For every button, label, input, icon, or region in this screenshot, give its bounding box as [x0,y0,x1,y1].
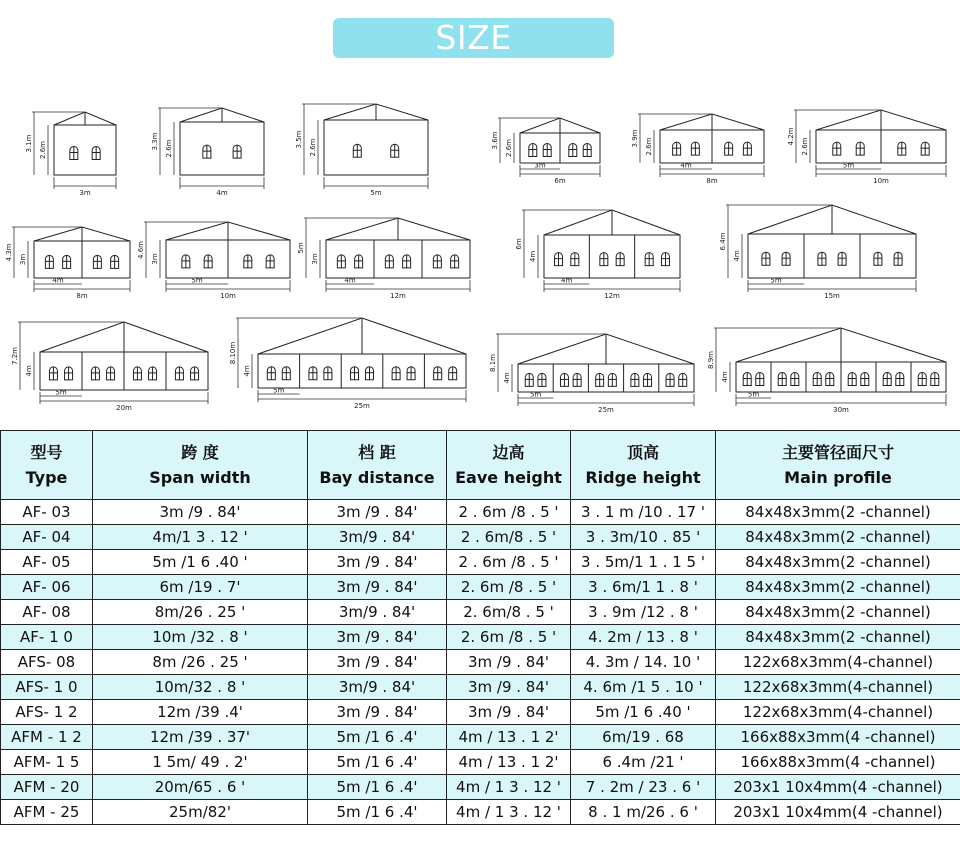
bay-label: 4m [52,276,64,285]
eave-label: 2.6m [39,141,47,159]
ridge-label: 8.9m [707,351,715,369]
table-cell: 2. 6m /8 . 5 ' [447,575,571,600]
table-cell: 3 . 9m /12 . 8 ' [571,600,716,625]
table-cell: 7 . 2m / 23 . 6 ' [571,775,716,800]
ridge-label: 7.2m [11,347,19,365]
table-cell: 3m/9 . 84' [308,675,447,700]
table-cell: AFM- 1 5 [1,750,93,775]
span-label: 10m [220,292,236,300]
table-cell: 2. 6m /8 . 5 ' [447,625,571,650]
header-span: 跨 度 Span width [93,431,308,500]
table-cell: 3m /9 . 84' [308,650,447,675]
table-cell: 25m/82' [93,800,308,825]
table-cell: 2 . 6m/8 . 5 ' [447,525,571,550]
table-cell: 4m / 1 3 . 12 ' [447,800,571,825]
table-cell: 3m /9 . 84' [308,500,447,525]
page-title: SIZE REFERENCE [333,18,614,58]
eave-label: 2.6m [645,137,653,156]
eave-label: 4m [25,365,33,377]
table-row [1,775,960,800]
table-cell: 84x48x3mm(2 -channel) [716,550,960,575]
bay-label: 4m [344,276,356,285]
span-label: 20m [116,404,132,412]
span-label: 10m [873,177,889,185]
table-cell: 4m/1 3 . 12 ' [93,525,308,550]
table-cell: 4m / 1 3 . 12 ' [447,775,571,800]
table-cell: 5m /1 6 .4' [308,775,447,800]
table-cell: 122x68x3mm(4-channel) [716,675,960,700]
table-cell: AF- 1 0 [1,625,93,650]
table-cell: 84x48x3mm(2 -channel) [716,525,960,550]
table-row [1,800,960,825]
table-row [1,725,960,750]
bay-label: 5m [770,276,782,285]
header-eave: 边高 Eave height [447,431,571,500]
table-cell: 2 . 6m /8 . 5 ' [447,550,571,575]
table-row [1,525,960,550]
table-cell: 5m /1 6 .4' [308,750,447,775]
ridge-label: 3.6m [491,131,499,150]
header-profile: 主要管径面尺寸 Main profile [716,431,960,500]
table-cell: 8 . 1 m/26 . 6 ' [571,800,716,825]
eave-label: 4m [529,250,537,263]
table-cell: 166x88x3mm(4 -channel) [716,750,960,775]
table-cell: 203x1 10x4mm(4 -channel) [716,800,960,825]
bay-label: 3m [534,161,546,170]
table-cell: 5m /1 6 .40 ' [571,700,716,725]
tent-diagram [295,104,428,197]
table-cell: 8m/26 . 25 ' [93,600,308,625]
table-cell: 3m /9 . 84' [447,700,571,725]
table-cell: 2 . 6m /8 . 5 ' [447,500,571,525]
table-cell: 4. 3m / 14. 10 ' [571,650,716,675]
table-cell: 84x48x3mm(2 -channel) [716,500,960,525]
table-cell: 1 5m/ 49 . 2' [93,750,308,775]
eave-label: 4m [243,365,251,377]
table-cell: 6 .4m /21 ' [571,750,716,775]
table-cell: 3m /9 . 84' [308,575,447,600]
table-row [1,650,960,675]
table-cell: 3m /9 . 84' [308,700,447,725]
tent-diagram [25,112,116,197]
ridge-label: 3.1m [25,134,33,153]
table-cell: 122x68x3mm(4-channel) [716,650,960,675]
table-cell: 4. 2m / 13 . 8 ' [571,625,716,650]
tent-diagram [707,328,946,414]
table-cell: 3 . 6m/1 1 . 8 ' [571,575,716,600]
tent-diagram [11,322,208,412]
bay-label: 5m [747,390,760,399]
ridge-label: 4.3m [5,243,13,262]
ridge-label: 4.6m [137,241,145,259]
table-cell: 3 . 5m/1 1 . 1 5 ' [571,550,716,575]
table-cell: AFM - 20 [1,775,93,800]
table-row [1,750,960,775]
span-label: 15m [824,292,840,300]
table-cell: 10m /32 . 8 ' [93,625,308,650]
table-row [1,550,960,575]
table-cell: 122x68x3mm(4-channel) [716,700,960,725]
eave-label: 2.6m [801,137,809,156]
header-ridge: 顶高 Ridge height [571,431,716,500]
ridge-label: 3.9m [631,129,639,148]
bay-label: 5m [529,390,542,399]
ridge-label: 3.5m [295,130,303,149]
table-row [1,700,960,725]
ridge-label: 4.2m [787,127,795,146]
table-cell: AF- 08 [1,600,93,625]
table-cell: 4m / 13 . 1 2' [447,750,571,775]
bay-label: 5m [273,386,285,395]
eave-label: 2.6m [505,139,513,157]
table-cell: 4m / 13 . 1 2' [447,725,571,750]
table-cell: 4. 6m /1 5 . 10 ' [571,675,716,700]
span-label: 30m [833,406,849,414]
table-cell: AF- 06 [1,575,93,600]
table-cell: 166x88x3mm(4 -channel) [716,725,960,750]
table-row [1,575,960,600]
eave-label: 2.6m [309,138,317,157]
span-label: 25m [354,402,370,410]
table-cell: 6m/19 . 68 [571,725,716,750]
table-cell: 3m/9 . 84' [308,600,447,625]
ridge-label: 3.3m [151,132,159,151]
table-row [1,625,960,650]
ridge-label: 8.10m [229,341,237,365]
tent-diagram [151,108,264,197]
table-cell: 3m /9 . 84' [308,550,447,575]
table-cell: 12m /39 . 37' [93,725,308,750]
table-cell: 3m /9 . 84' [447,675,571,700]
eave-label: 3m [311,253,319,265]
header-type: 型号 Type [1,431,93,500]
eave-label: 3m [19,253,27,266]
table-cell: AFS- 1 0 [1,675,93,700]
table-cell: 3m/9 . 84' [308,525,447,550]
span-label: 25m [598,406,614,414]
eave-label: 4m [733,250,741,262]
table-cell: 5m /1 6 .40 ' [93,550,308,575]
span-label: 8m [76,292,88,300]
tent-diagram [787,110,946,185]
ridge-label: 6.4m [719,232,727,251]
tent-diagram [229,318,466,410]
table-cell: 3m /9 . 84' [447,650,571,675]
table-cell: 3 . 3m/10 . 85 ' [571,525,716,550]
eave-label: 3m [151,253,159,265]
span-label: 5m [370,189,382,197]
eave-label: 4m [503,372,511,384]
ridge-label: 8.1m [489,354,497,372]
table-cell: 2. 6m/8 . 5 ' [447,600,571,625]
span-label: 4m [216,189,228,197]
table-cell: 5m /1 6 .4' [308,800,447,825]
table-cell: 12m /39 .4' [93,700,308,725]
table-cell: 6m /19 . 7' [93,575,308,600]
eave-label: 4m [721,371,729,383]
tent-diagram [515,210,680,300]
bay-label: 5m [191,276,203,285]
tent-diagram [137,222,290,300]
table-cell: 3m /9 . 84' [308,625,447,650]
span-label: 6m [554,177,566,185]
bay-label: 5m [842,161,855,170]
tent-diagram [631,114,764,185]
bay-label: 4m [680,161,692,170]
table-cell: AF- 03 [1,500,93,525]
table-cell: AFM - 25 [1,800,93,825]
spec-table [0,430,960,825]
eave-label: 2.6m [165,139,173,158]
table-cell: AFS- 1 2 [1,700,93,725]
table-cell: 3 . 1 m /10 . 17 ' [571,500,716,525]
bay-label: 4m [561,276,573,285]
table-row [1,600,960,625]
table-cell: 20m/65 . 6 ' [93,775,308,800]
ridge-label: 5m [297,242,305,254]
tent-diagram [719,205,916,300]
table-cell: 3m /9 . 84' [93,500,308,525]
table-cell: 10m/32 . 8 ' [93,675,308,700]
table-row [1,500,960,525]
span-label: 12m [390,292,406,300]
span-label: 12m [604,292,620,300]
table-cell: 5m /1 6 .4' [308,725,447,750]
span-label: 3m [79,189,91,197]
table-cell: AF- 04 [1,525,93,550]
table-cell: 203x1 10x4mm(4 -channel) [716,775,960,800]
tent-diagram [297,218,470,300]
table-cell: AFS- 08 [1,650,93,675]
ridge-label: 6m [515,238,523,250]
table-row [1,675,960,700]
header-bay: 档 距 Bay distance [308,431,447,500]
bay-label: 5m [55,388,67,397]
tent-diagram [491,118,600,185]
table-cell: AF- 05 [1,550,93,575]
table-cell: 8m /26 . 25 ' [93,650,308,675]
span-label: 8m [706,177,718,185]
tent-diagram [489,334,694,414]
table-cell: 84x48x3mm(2 -channel) [716,625,960,650]
table-cell: 84x48x3mm(2 -channel) [716,600,960,625]
table-header-row [1,431,960,500]
table-cell: AFM - 1 2 [1,725,93,750]
table-cell: 84x48x3mm(2 -channel) [716,575,960,600]
tent-diagram [5,227,130,300]
